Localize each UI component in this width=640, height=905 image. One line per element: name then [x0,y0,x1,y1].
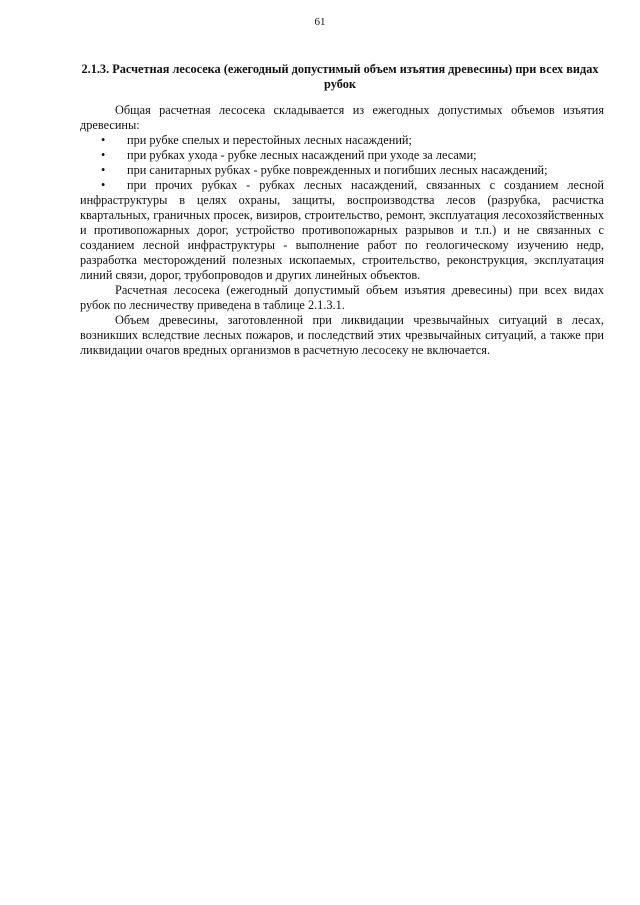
list-item-text: при прочих рубках - рубках лесных насаждений, связанных с созданием лесной инфраструктуры в целях охраны, защиты, воспроизводства лесов (разрубка, расчистка квартальных, граничных просек, визиров, строительство, ремонт, эксплуатация лесохозяйственных и противопожарных дорог, устройство противопожарных разрывов и т.п.) и не связанных с созданием лесной инфраструктуры - выполнение работ по геологическому изучению недр, разработка месторождений полезных ископаемых, строительство, реконструкция, эксплуатация линий связи, дорог, трубопроводов и других линейных объектов. [80,178,604,282]
page-number: 61 [314,16,326,28]
list-item [80,178,604,283]
table-reference-paragraph: Расчетная лесосека (ежегодный допустимый объем изъятия древесины) при всех видах рубок по лесничеству приведена в таблице 2.1.3.1. [80,283,604,312]
list-item [80,148,604,163]
list-item [80,133,604,148]
bullet-icon: • [101,148,106,162]
section-body [80,103,604,358]
section-heading: 2.1.3. Расчетная лесосека (ежегодный допустимый объем изъятия древесины) при всех видах рубок [81,62,599,91]
list-item-text: при рубках ухода - рубке лесных насаждений при уходе за лесами; [127,148,477,162]
bullet-icon: • [101,178,106,192]
bullet-icon: • [101,163,106,177]
list-item-text: при санитарных рубках - рубке поврежденных и погибших лесных насаждений; [127,163,548,177]
list-item [80,163,604,178]
list-item-text: при рубке спелых и перестойных лесных насаждений; [127,133,412,147]
bullet-icon: • [101,133,106,147]
exclusion-paragraph: Объем древесины, заготовленной при ликвидации чрезвычайных ситуаций в лесах, возникших вследствие лесных пожаров, и последствий этих чрезвычайных ситуаций, а также при ликвидации очагов вредных организмов в расчетную лесосеку не включается. [80,313,604,357]
intro-paragraph: Общая расчетная лесосека складывается из ежегодных допустимых объемов изъятия древесины: [80,103,604,132]
cut-types-list [80,133,604,283]
